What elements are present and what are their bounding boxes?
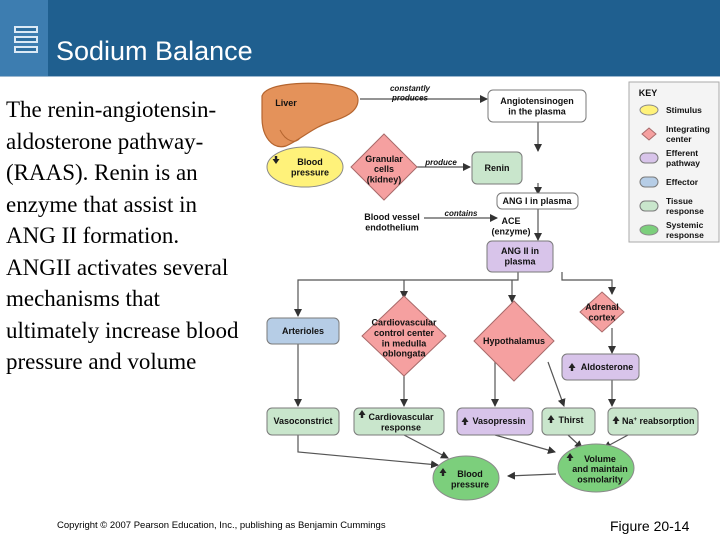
legend-label: Stimulus (666, 104, 702, 115)
legend-label: Tissue response (666, 196, 704, 216)
legend-swatch-systemic (640, 225, 658, 235)
slide-title: Sodium Balance (56, 36, 253, 66)
legend-label: Efferent pathway (666, 148, 701, 168)
blood-pressure-stimulus-label: Blood pressure (290, 156, 330, 178)
legend-swatch-efferent (640, 153, 658, 163)
produce-label: produce (425, 157, 457, 167)
volume-response-label: Volume and maintain osmolarity (572, 453, 628, 485)
blood-vessel-label: Blood vessel endothelium (364, 211, 420, 233)
thirst-label: Thirst (558, 415, 584, 426)
cv-center-label: Cardiovascular control center in medulla oblongata (371, 317, 437, 359)
renin-label: Renin (484, 163, 510, 174)
figure-number: Figure 20-14 (610, 518, 690, 534)
ace-label: ACE (enzyme) (491, 215, 531, 237)
vasoconstriction-label: Vasoconstrict (273, 416, 333, 427)
liver-label: Liver (275, 98, 297, 109)
ang1-label: ANG I in plasma (502, 196, 572, 207)
hypothalamus-label: Hypothalamus (482, 336, 546, 347)
legend-swatch-tissue (640, 201, 658, 211)
na-reabsorption-label: Na+ reabsorption (622, 416, 695, 426)
arterioles-label: Arterioles (281, 326, 325, 337)
vasopressin-label: Vasopressin (472, 416, 526, 427)
contains-label: contains (444, 208, 478, 218)
ang2-label: ANG II in plasma (501, 245, 539, 267)
legend-swatch-stimulus (640, 105, 658, 115)
legend-label: Systemic response (666, 220, 704, 240)
legend-label: Integrating center (666, 124, 710, 144)
granular-cells-label: Granular cells (kidney) (365, 153, 403, 185)
legend-swatch-effector (640, 177, 658, 187)
copyright-notice: Copyright © 2007 Pearson Education, Inc., publishing as Benjamin Cummings (57, 520, 386, 531)
slide-body-text: The renin-angiotensin-aldosterone pathway- (RAAS). Renin is an enzyme that assist in ANG II formation. ANGII activates several mechanisms that ultimately increase blood pressure and volume (6, 97, 239, 374)
cv-response-label: Cardiovascular response (368, 411, 434, 433)
constantly-produces-label: constantly produces (389, 84, 431, 103)
legend-label: Effector (666, 176, 699, 187)
aldosterone-label: Aldosterone (580, 362, 634, 373)
legend-title: KEY (638, 88, 658, 99)
adrenal-cortex-label: Adrenal cortex (585, 301, 619, 323)
angiotensinogen-label: Angiotensinogen in the plasma (500, 95, 574, 117)
blood-pressure-response-label: Blood pressure (450, 468, 490, 490)
liver-organ-icon (262, 83, 358, 146)
